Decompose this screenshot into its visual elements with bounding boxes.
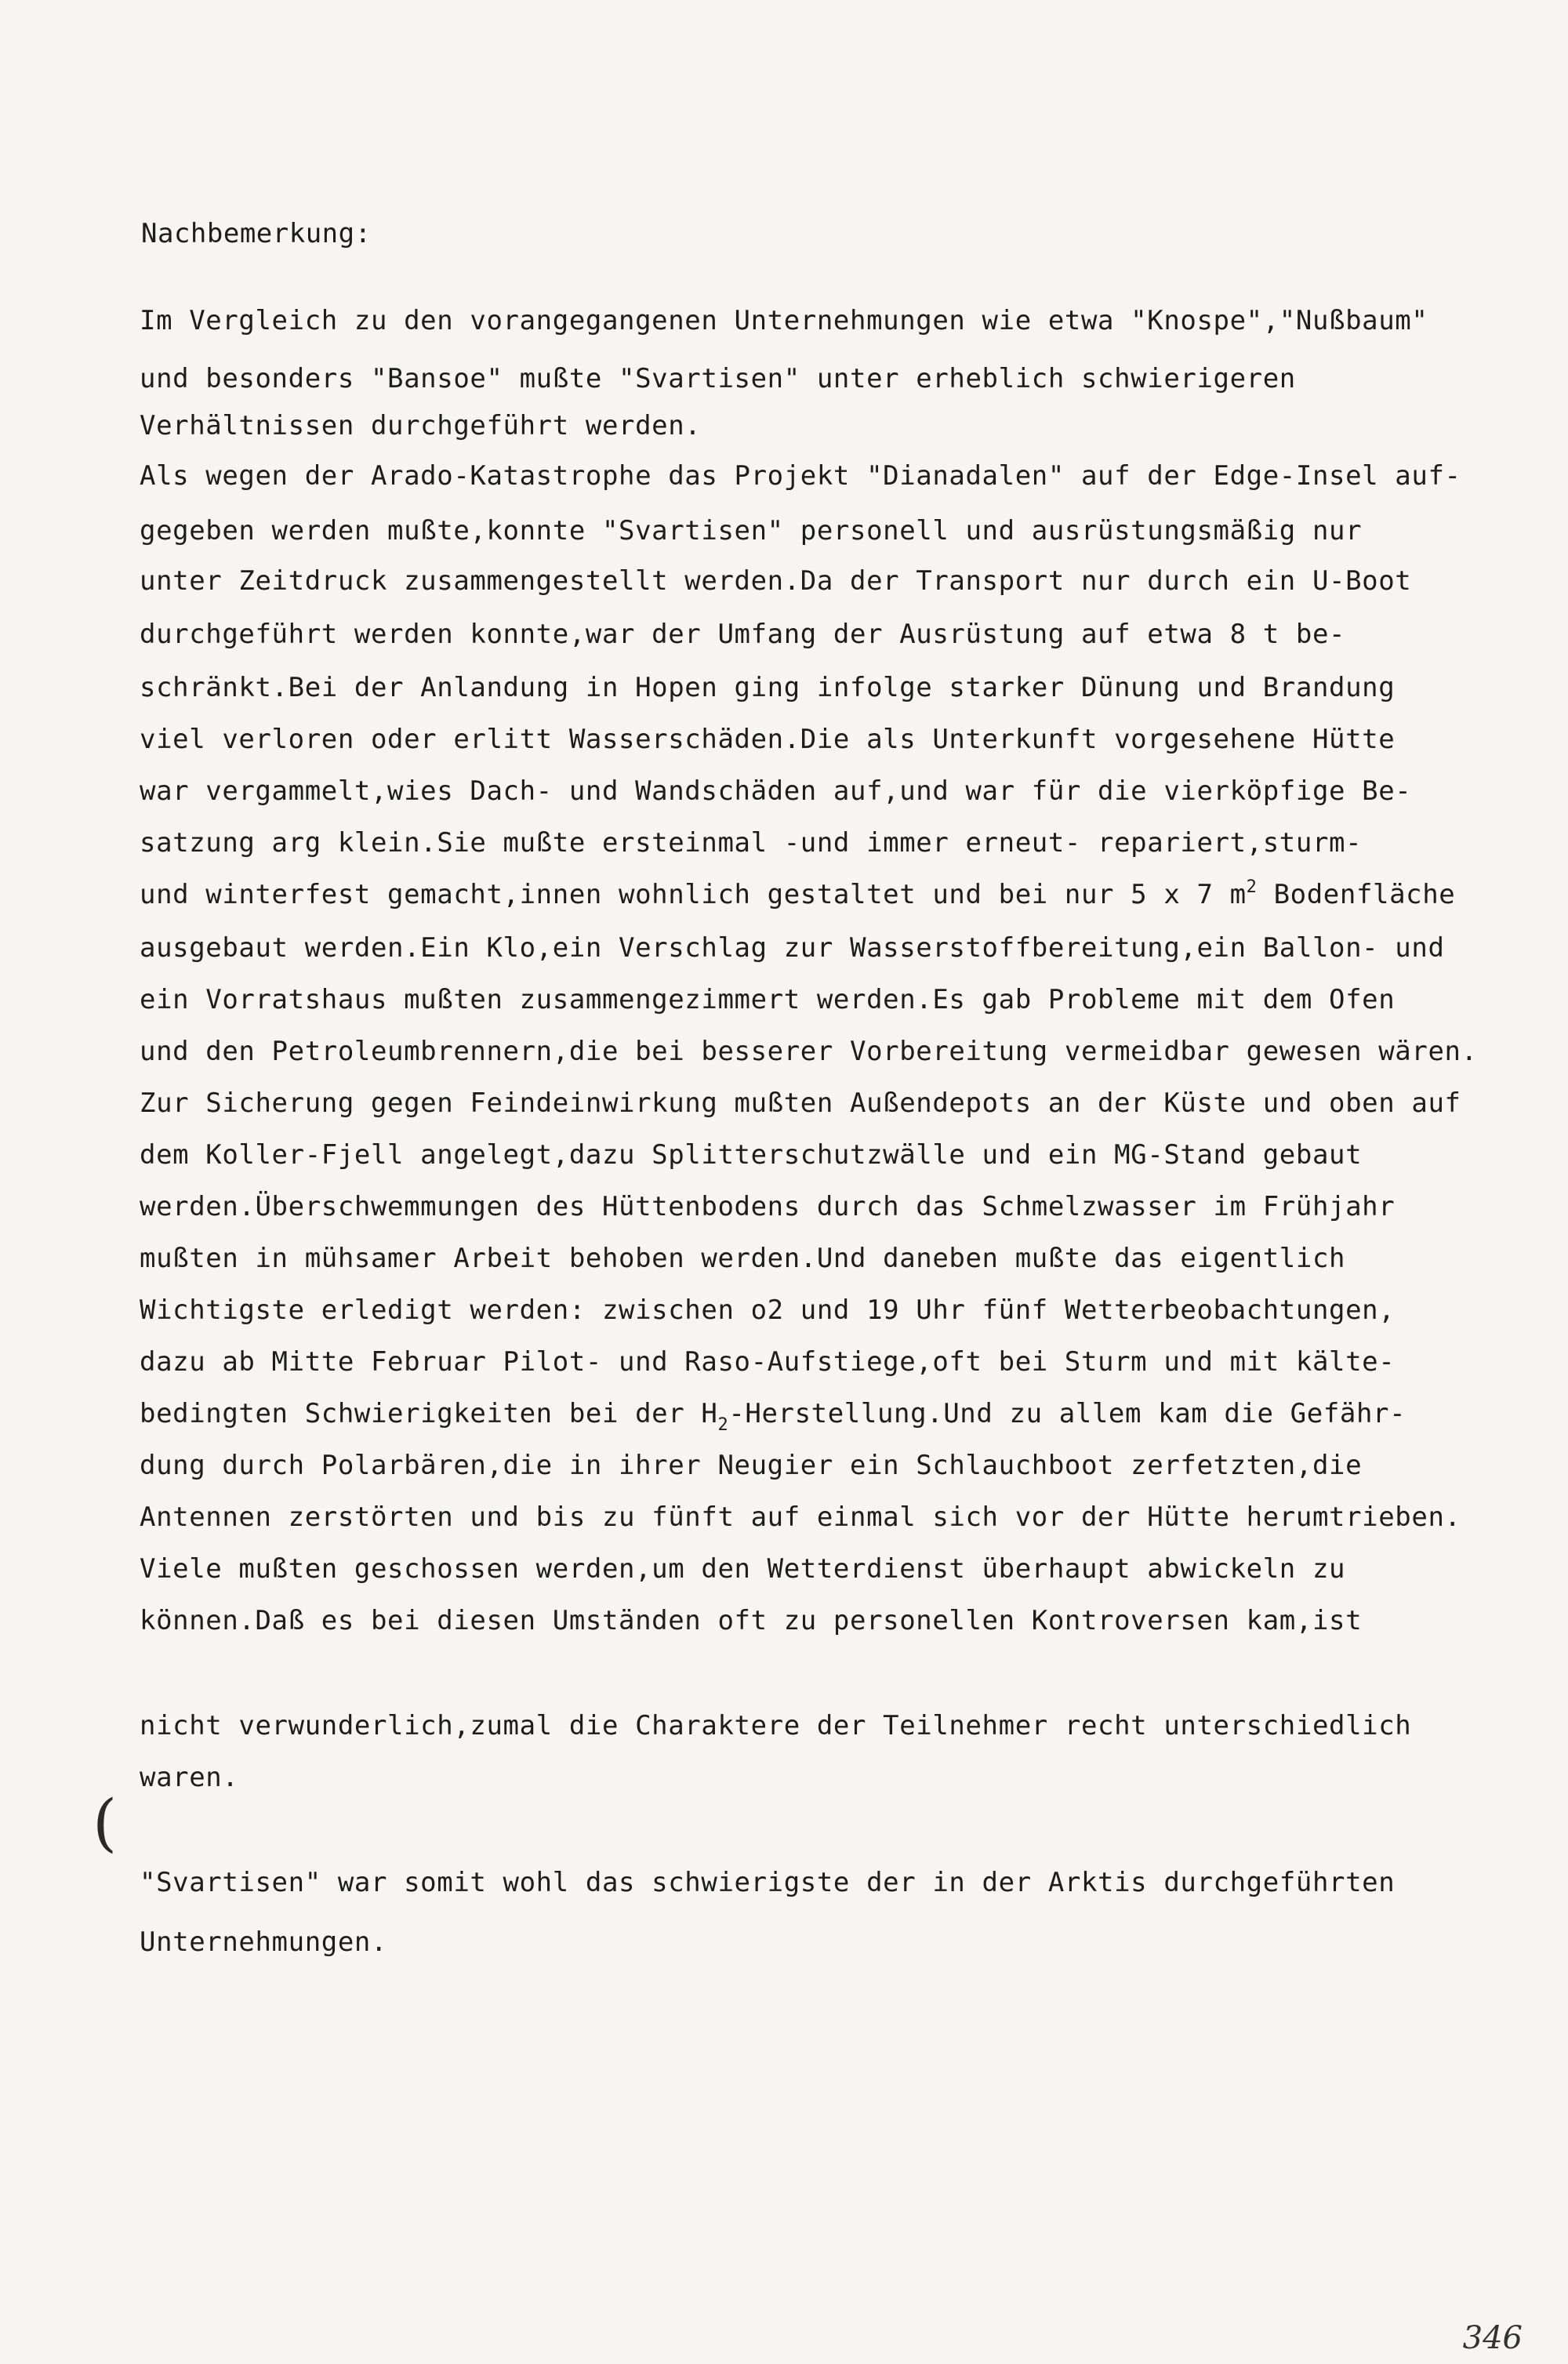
text-segment: -Herstellung.Und zu allem kam die Gefähr- (728, 1398, 1406, 1429)
text-line: nicht verwunderlich,zumal die Charaktere der Teilnehmer recht unterschiedlich (140, 1710, 1412, 1741)
text-line (140, 877, 1456, 910)
text-line: ausgebaut werden.Ein Klo,ein Verschlag zur Wasserstoffbereitung,ein Ballon- und (140, 932, 1445, 964)
superscript: 2 (1246, 877, 1258, 897)
text-line: unter Zeitdruck zusammengestellt werden.Da der Transport nur durch ein U-Boot (140, 565, 1412, 597)
text-line (140, 1398, 1406, 1435)
page-number: 346 (1462, 2320, 1523, 2356)
text-line: durchgeführt werden konnte,war der Umfang der Ausrüstung auf etwa 8 t be- (140, 619, 1346, 650)
text-line: viel verloren oder erlitt Wasserschäden.Die als Unterkunft vorgesehene Hütte (140, 724, 1396, 755)
text-line: war vergammelt,wies Dach- und Wandschäden auf,und war für die vierköpfige Be- (140, 775, 1412, 807)
text-line: satzung arg klein.Sie mußte ersteinmal -und immer erneut- repariert,sturm- (140, 827, 1363, 859)
text-line: ein Vorratshaus mußten zusammengezimmert werden.Es gab Probleme mit dem Ofen (140, 984, 1396, 1015)
handwritten-bracket: ( (93, 1786, 118, 1859)
subscript: 2 (717, 1415, 729, 1435)
text-line: Antennen zerstörten und bis zu fünft auf einmal sich vor der Hütte herumtrieben. (140, 1502, 1461, 1533)
text-line: Im Vergleich zu den vorangegangenen Unternehmungen wie etwa "Knospe","Nußbaum" (140, 305, 1428, 336)
text-line: gegeben werden mußte,konnte "Svartisen" personell und ausrüstungsmäßig nur (140, 515, 1363, 547)
text-line: Viele mußten geschossen werden,um den Wetterdienst überhaupt abwickeln zu (140, 1553, 1346, 1585)
text-line: dem Koller-Fjell angelegt,dazu Splitterschutzwälle und ein MG-Stand gebaut (140, 1139, 1363, 1171)
text-line: waren. (140, 1762, 239, 1793)
text-line: dazu ab Mitte Februar Pilot- und Raso-Aufstiege,oft bei Sturm und mit kälte- (140, 1346, 1396, 1378)
text-line: "Svartisen" war somit wohl das schwierigste der in der Arktis durchgeführten (140, 1867, 1396, 1898)
text-segment: und winterfest gemacht,innen wohnlich gestaltet und bei nur 5 x 7 m (140, 879, 1247, 910)
bleed-through-text (94, 166, 878, 190)
page-heading: Nachbemerkung: (141, 218, 372, 249)
text-line: und besonders "Bansoe" mußte "Svartisen" unter erheblich schwierigeren (140, 363, 1296, 394)
text-line: Unternehmungen. (140, 1926, 388, 1958)
text-line: Zur Sicherung gegen Feindeinwirkung mußten Außendepots an der Küste und oben auf (140, 1088, 1461, 1119)
text-line: dung durch Polarbären,die in ihrer Neugier ein Schlauchboot zerfetzten,die (140, 1450, 1363, 1481)
text-line: Wichtigste erledigt werden: zwischen o2 und 19 Uhr fünf Wetterbeobachtungen, (140, 1295, 1396, 1326)
text-line: Verhältnissen durchgeführt werden. (140, 410, 702, 441)
text-line: werden.Überschwemmungen des Hüttenbodens durch das Schmelzwasser im Frühjahr (140, 1191, 1396, 1222)
text-line: Als wegen der Arado-Katastrophe das Projekt "Dianadalen" auf der Edge-Insel auf- (140, 460, 1461, 492)
text-line: und den Petroleumbrennern,die bei besserer Vorbereitung vermeidbar gewesen wären. (140, 1036, 1478, 1067)
text-segment: Bodenfläche (1257, 879, 1456, 910)
text-line: mußten in mühsamer Arbeit behoben werden.Und daneben mußte das eigentlich (140, 1243, 1346, 1274)
text-line: können.Daß es bei diesen Umständen oft zu personellen Kontroversen kam,ist (140, 1605, 1363, 1636)
text-line: schränkt.Bei der Anlandung in Hopen ging infolge starker Dünung und Brandung (140, 672, 1396, 703)
text-segment: bedingten Schwierigkeiten bei der H (140, 1398, 718, 1429)
